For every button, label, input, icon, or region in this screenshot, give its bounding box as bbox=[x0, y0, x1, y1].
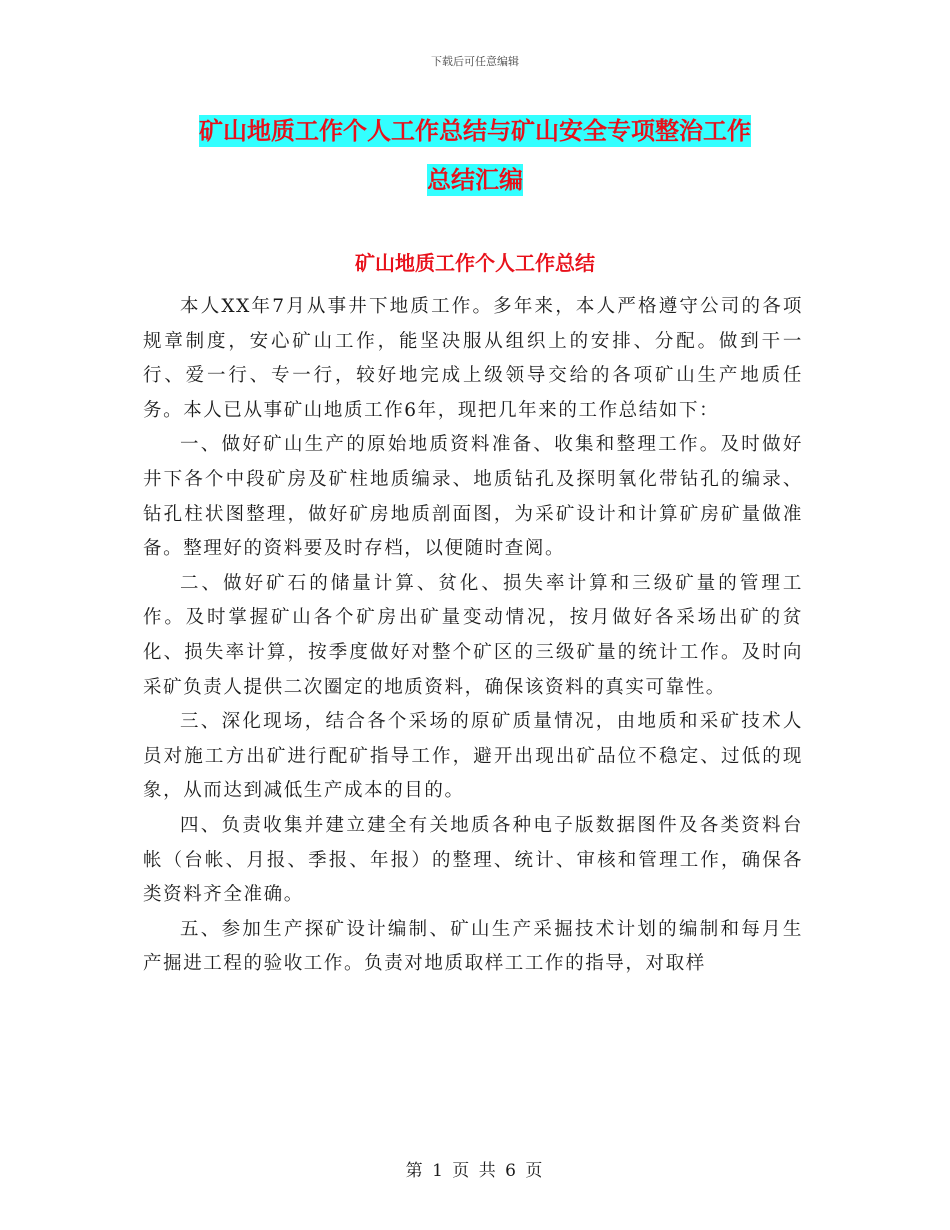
paragraph-item-5: 五、参加生产探矿设计编制、矿山生产采掘技术计划的编制和每月生产掘进工程的验收工作。负责对地质取样工工作的指导，对取样 bbox=[143, 918, 803, 975]
paragraph-intro: 本人XX年7月从事井下地质工作。多年来，本人严格遵守公司的各项规章制度，安心矿山工作，能坚决服从组织上的安排、分配。做到干一行、爱一行、专一行，较好地完成上级领导交给的各项矿山生产地质任务。本人已从事矿山地质工作6年，现把几年来的工作总结如下： bbox=[143, 296, 803, 421]
title-line-2: 总结汇编 bbox=[427, 166, 523, 194]
paragraph-item-2: 二、做好矿石的储量计算、贫化、损失率计算和三级矿量的管理工作。及时掌握矿山各个矿房出矿量变动情况，按月做好各采场出矿的贫化、损失率计算，按季度做好对整个矿区的三级矿量的统计工作。及时向采矿负责人提供二次圈定的地质资料，确保该资料的真实可靠性。 bbox=[143, 572, 803, 698]
document-title bbox=[140, 108, 810, 206]
title-line-1: 矿山地质工作个人工作总结与矿山安全专项整治工作 bbox=[199, 117, 751, 145]
section-title: 矿山地质工作个人工作总结 bbox=[355, 251, 595, 275]
paragraph-item-4: 四、负责收集并建立建全有关地质各种电子版数据图件及各类资料台帐（台帐、月报、季报、年报）的整理、统计、审核和管理工作，确保各类资料齐全准确。 bbox=[143, 814, 803, 906]
document-body bbox=[143, 290, 803, 982]
paragraph-item-1: 一、做好矿山生产的原始地质资料准备、收集和整理工作。及时做好井下各个中段矿房及矿柱地质编录、地质钻孔及探明氧化带钻孔的编录、钻孔柱状图整理，做好矿房地质剖面图，为采矿设计和计算矿房矿量做准备。整理好的资料要及时存档，以便随时查阅。 bbox=[143, 434, 803, 560]
page-number: 第 1 页 共 6 页 bbox=[405, 1161, 545, 1181]
page-header-note: 下载后可任意编辑 bbox=[431, 55, 519, 68]
paragraph-item-3: 三、深化现场，结合各个采场的原矿质量情况，由地质和采矿技术人员对施工方出矿进行配矿指导工作，避开出现出矿品位不稳定、过低的现象，从而达到减低生产成本的目的。 bbox=[143, 711, 803, 802]
